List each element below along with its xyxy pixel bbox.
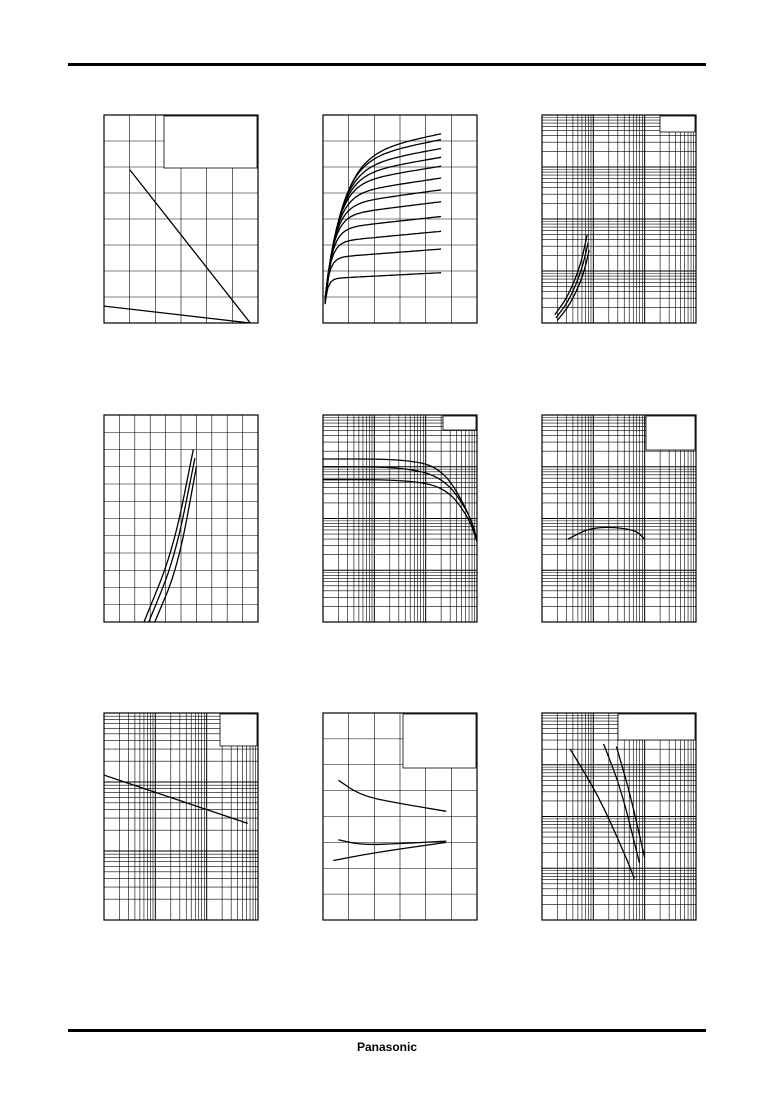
chart-panel-7 — [104, 713, 258, 920]
chart-panel-5 — [323, 415, 477, 622]
chart-curves — [104, 170, 250, 323]
chart-panel-3 — [542, 115, 696, 323]
chart-grid-lines — [323, 115, 477, 323]
chart-panel-1 — [104, 115, 258, 323]
chart-curves — [333, 780, 446, 860]
curve-series-3 — [333, 842, 446, 860]
chart-grid-lines — [323, 415, 477, 622]
curve-series-3 — [155, 467, 197, 622]
curve-series-10 — [325, 149, 441, 303]
chart-panel-4 — [104, 415, 258, 622]
chart-grid-lines — [104, 415, 258, 622]
legend-box — [618, 714, 695, 740]
curve-series-1 — [570, 749, 634, 878]
legend-box — [164, 116, 257, 168]
legend-box — [660, 116, 695, 132]
legend-box — [403, 714, 476, 768]
chart-curves — [323, 459, 477, 542]
curve-series-7 — [325, 178, 441, 301]
brand-logo: Panasonic — [356, 1040, 418, 1054]
curve-series-3 — [323, 480, 477, 542]
chart-panel-9 — [542, 713, 696, 920]
chart-grid-lines — [542, 713, 696, 920]
curve-series-2 — [104, 306, 250, 323]
chart-panel-6 — [542, 415, 696, 622]
curve-series-3 — [325, 231, 441, 298]
footer-rule — [68, 1029, 706, 1032]
curve-series-1 — [338, 780, 446, 811]
chart-panel-2 — [323, 115, 477, 323]
curve-series-2 — [149, 458, 195, 622]
curve-series-3 — [616, 747, 644, 858]
chart-grid-lines — [542, 115, 696, 323]
chart-panel-8 — [323, 713, 477, 920]
legend-box — [646, 416, 695, 450]
curve-series-9 — [325, 157, 441, 302]
legend-box — [220, 714, 257, 746]
curve-series-11 — [325, 140, 441, 304]
legend-box — [443, 416, 476, 430]
